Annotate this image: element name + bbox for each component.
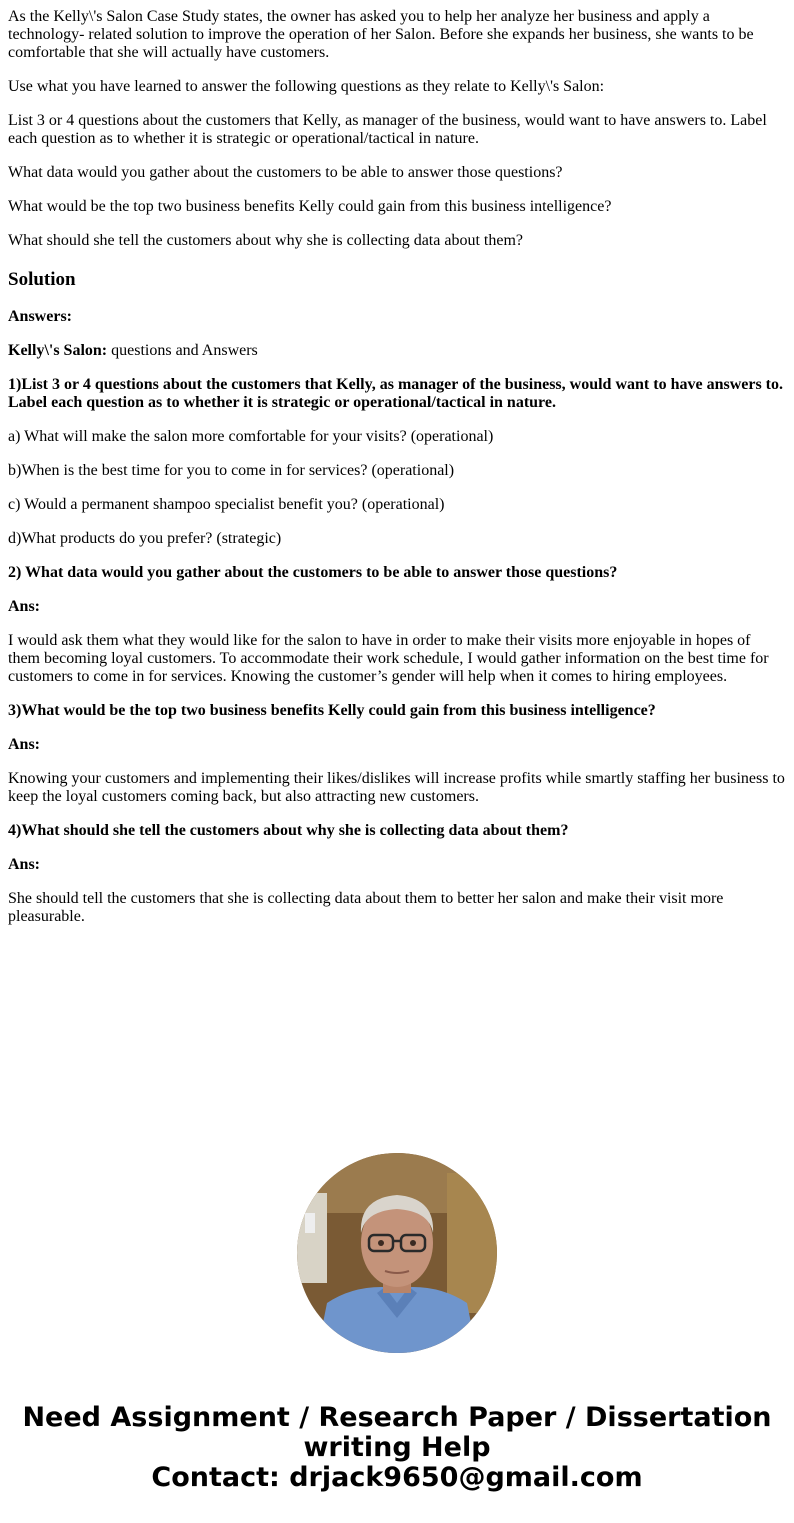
q2-heading: 2) What data would you gather about the customers to be able to answer those questions? xyxy=(8,564,618,581)
promo-line-1: Need Assignment / Research Paper / Dissertation xyxy=(22,1402,772,1433)
q3-heading: 3)What would be the top two business benefits Kelly could gain from this business intelligence? xyxy=(8,702,656,719)
question-instruction: Use what you have learned to answer the following questions as they relate to Kelly\'s Salon: xyxy=(8,78,605,95)
avatar-portrait-image xyxy=(297,1153,497,1353)
answers-label: Answers: xyxy=(8,308,72,325)
author-avatar xyxy=(297,1153,497,1353)
question-item-2: What data would you gather about the customers to be able to answer those questions? xyxy=(8,164,563,181)
q3-ans-label: Ans: xyxy=(8,736,41,753)
q2-ans-label: Ans: xyxy=(8,598,41,615)
document-body xyxy=(8,8,786,942)
solution-subtitle xyxy=(8,342,786,360)
promo-line-2: writing Help xyxy=(303,1432,491,1463)
question-intro: As the Kelly\'s Salon Case Study states, the owner has asked you to help her analyze her business and apply a technology- related solution to improve the operation of her Salon. Before she expands her business, she wants to be comfortable that she will actually have customers. xyxy=(8,8,754,61)
promo-banner xyxy=(0,1403,794,1493)
q3-answer: Knowing your customers and implementing their likes/dislikes will increase profits while smartly staffing her business to keep the loyal customers coming back, but also attracting new customers. xyxy=(8,770,785,805)
subtitle-bold: Kelly\'s Salon: xyxy=(8,342,108,359)
q2-answer: I would ask them what they would like for the salon to have in order to make their visits more enjoyable in hopes of them becoming loyal customers. To accommodate their work schedule, I would gather information on the best time for customers to come in for services. Knowing the customer’s gender will help when it comes to hiring employees. xyxy=(8,632,769,685)
q1-answer-b: b)When is the best time for you to come in for services? (operational) xyxy=(8,462,455,479)
q4-heading: 4)What should she tell the customers about why she is collecting data about them? xyxy=(8,822,569,839)
question-item-1: List 3 or 4 questions about the customers that Kelly, as manager of the business, would want to have answers to. Label each question as to whether it is strategic or operational/tactical in nature. xyxy=(8,112,767,147)
question-item-4: What should she tell the customers about why she is collecting data about them? xyxy=(8,232,523,249)
subtitle-rest: questions and Answers xyxy=(107,342,258,359)
q1-answer-a: a) What will make the salon more comfortable for your visits? (operational) xyxy=(8,428,494,445)
q4-answer: She should tell the customers that she is collecting data about them to better her salon and make their visit more pleasurable. xyxy=(8,890,724,925)
solution-heading: Solution xyxy=(8,269,76,290)
q1-answer-d: d)What products do you prefer? (strategic) xyxy=(8,530,282,547)
promo-contact: Contact: drjack9650@gmail.com xyxy=(151,1462,643,1493)
q4-ans-label: Ans: xyxy=(8,856,41,873)
question-item-3: What would be the top two business benefits Kelly could gain from this business intelligence? xyxy=(8,198,612,215)
q1-heading: 1)List 3 or 4 questions about the customers that Kelly, as manager of the business, would want to have answers to. Label each question as to whether it is strategic or operational/tactical in nature. xyxy=(8,376,783,411)
q1-answer-c: c) Would a permanent shampoo specialist benefit you? (operational) xyxy=(8,496,445,513)
